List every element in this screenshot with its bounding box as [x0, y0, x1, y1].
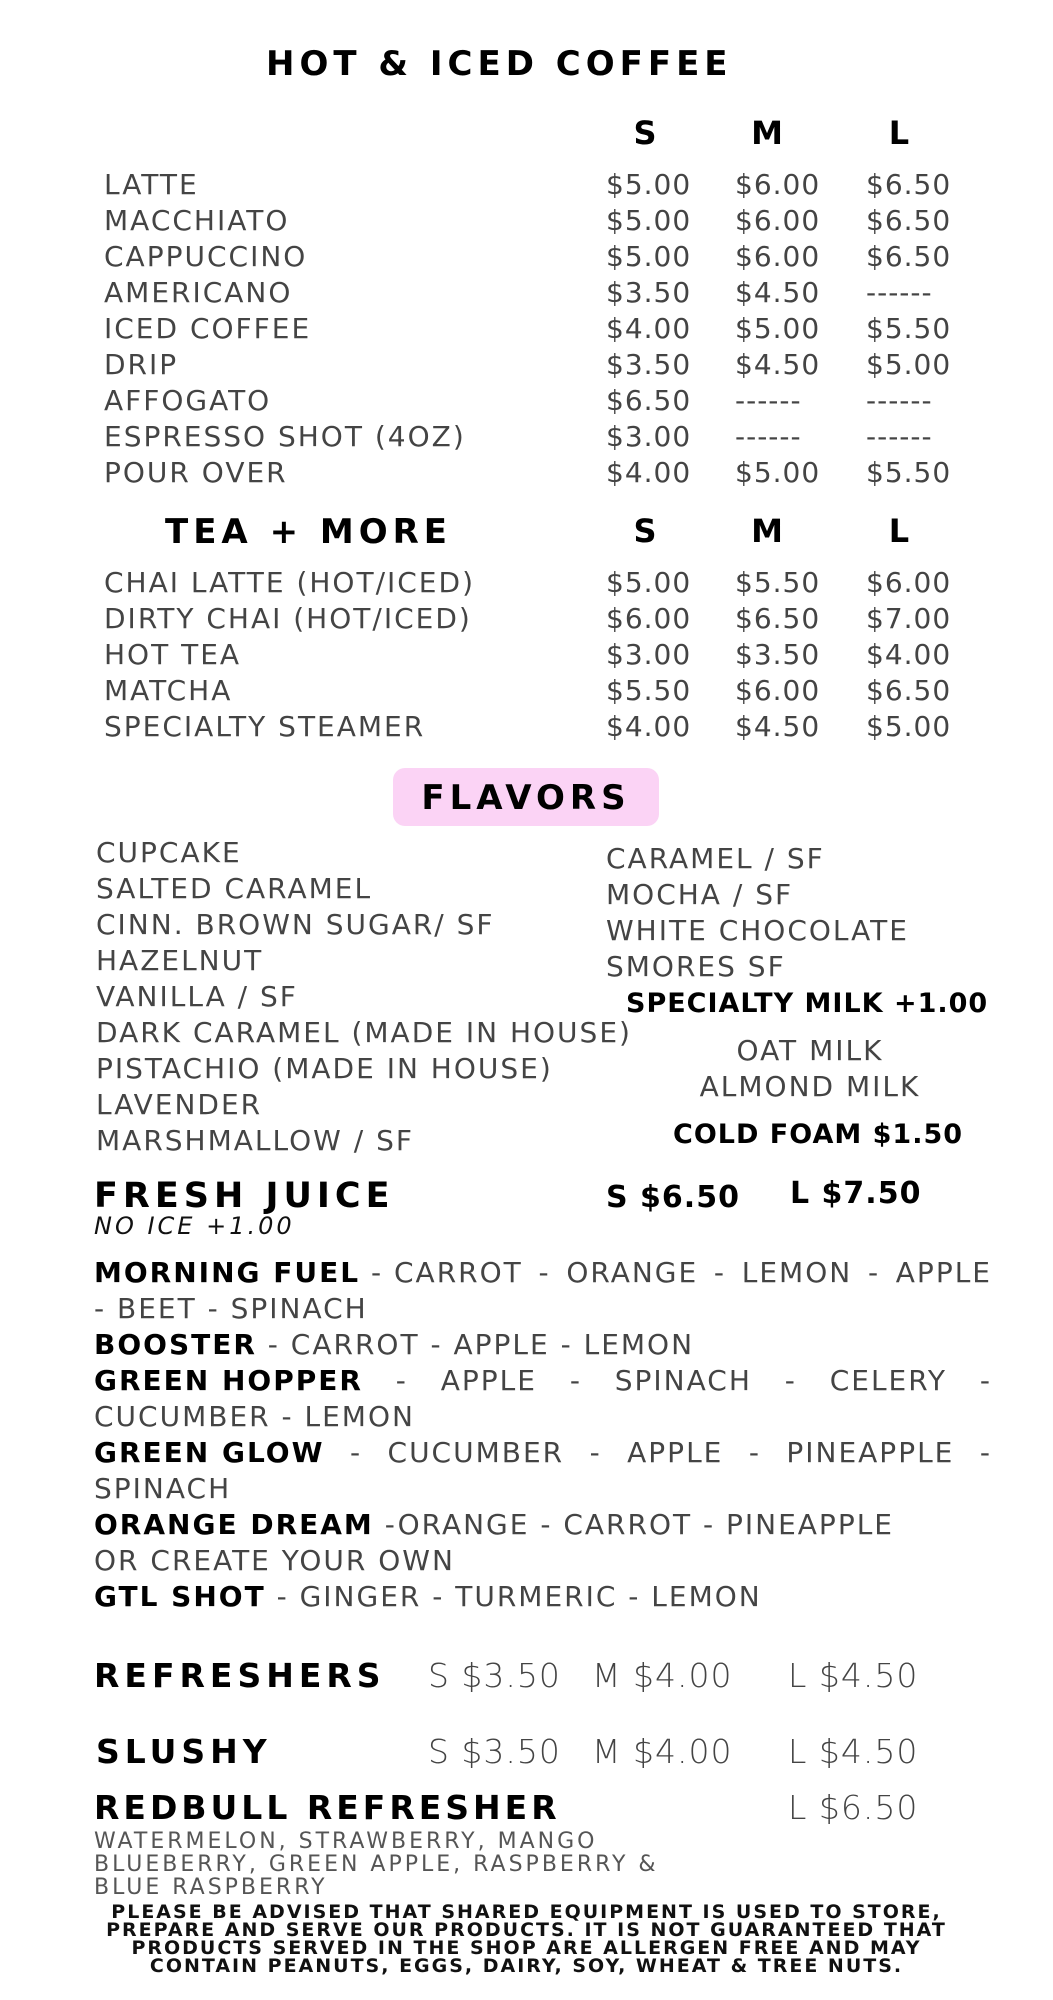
price-medium: $6.50: [735, 602, 821, 635]
price-medium: $4.50: [735, 276, 821, 309]
menu-row: [0, 204, 1053, 240]
price-large: $5.00: [866, 348, 952, 381]
notice-line: PREPARE AND SERVE OUR PRODUCTS. IT IS NOT GUARANTEED THAT: [106, 1919, 947, 1941]
refreshers-title: REFRESHERS: [94, 1656, 386, 1695]
flavor-item: CARAMEL / SF: [606, 842, 825, 875]
juice-ingredient: CUCUMBER: [387, 1436, 565, 1469]
menu-row: [0, 674, 1053, 710]
juice-green-glow-line2: SPINACH: [94, 1472, 232, 1505]
flavor-item: WHITE CHOCOLATE: [606, 914, 909, 947]
flavor-item: DARK CARAMEL (MADE IN HOUSE): [96, 1016, 632, 1049]
item-name: HOT TEA: [104, 638, 242, 671]
juice-name: MORNING FUEL: [94, 1256, 361, 1289]
tea-size-s: S: [633, 512, 657, 550]
cold-foam: COLD FOAM $1.50: [673, 1119, 964, 1150]
price-large: $4.00: [866, 638, 952, 671]
juice-ingredient: SPINACH: [614, 1364, 752, 1397]
menu-row: [0, 456, 1053, 492]
item-name: MATCHA: [104, 674, 233, 707]
refreshers-price-small: S $3.50: [428, 1656, 561, 1695]
price-small: $5.00: [606, 240, 692, 273]
menu-row: [0, 168, 1053, 204]
flavor-item: SALTED CARAMEL: [96, 872, 373, 905]
price-large: ------: [866, 420, 933, 453]
item-name: POUR OVER: [104, 456, 288, 489]
menu-row: [0, 348, 1053, 384]
juice-ingredient: PINEAPPLE: [786, 1436, 955, 1469]
price-small: $3.50: [606, 276, 692, 309]
menu-row: [0, 312, 1053, 348]
flavor-item: CINN. BROWN SUGAR/ SF: [96, 908, 495, 941]
redbull-flavors-line: BLUE RASPBERRY: [94, 1875, 328, 1900]
juice-ingredient: -: [867, 1256, 881, 1289]
flavors-title: FLAVORS: [421, 778, 631, 818]
coffee-size-l: L: [888, 114, 910, 152]
juice-name: GREEN HOPPER: [94, 1364, 363, 1397]
price-large: $6.50: [866, 674, 952, 707]
price-large: $6.50: [866, 240, 952, 273]
juice-ingredient: - CARROT: [370, 1256, 523, 1289]
item-name: AMERICANO: [104, 276, 293, 309]
notice-line: CONTAIN PEANUTS, EGGS, DAIRY, SOY, WHEAT & TREE NUTS.: [149, 1955, 904, 1977]
price-medium: $5.00: [735, 456, 821, 489]
juice-ingredient: -: [538, 1256, 551, 1289]
juice-ingredient: APPLE: [895, 1256, 992, 1289]
juice-ingredient: -: [589, 1436, 602, 1469]
price-large: $6.50: [866, 168, 952, 201]
juice-name: ORANGE DREAM: [94, 1508, 374, 1541]
item-name: MACCHIATO: [104, 204, 290, 237]
juice-price-small: S $6.50: [606, 1180, 740, 1215]
redbull-title: REDBULL REFRESHER: [94, 1788, 561, 1827]
refreshers-price-large: L $4.50: [788, 1656, 919, 1695]
item-name: LATTE: [104, 168, 199, 201]
juice-orange-dream: [94, 1508, 992, 1541]
menu-row: [0, 420, 1053, 456]
juice-price-large: L $7.50: [790, 1176, 922, 1211]
flavor-item: HAZELNUT: [96, 944, 264, 977]
item-name: CAPPUCCINO: [104, 240, 308, 273]
item-name: CHAI LATTE (HOT/ICED): [104, 566, 475, 599]
price-large: $5.00: [866, 710, 952, 743]
juice-name: GREEN GLOW: [94, 1436, 325, 1469]
notice-line: PRODUCTS SERVED IN THE SHOP ARE ALLERGEN FREE AND MAY: [131, 1937, 922, 1959]
redbull-flavors-line: WATERMELON, STRAWBERRY, MANGO: [94, 1829, 598, 1854]
price-small: $3.50: [606, 348, 692, 381]
tea-size-l: L: [888, 512, 910, 550]
price-medium: $6.00: [735, 674, 821, 707]
price-small: $4.00: [606, 710, 692, 743]
price-small: $5.00: [606, 204, 692, 237]
juice-ingredients: -ORANGE - CARROT - PINEAPPLE: [373, 1508, 894, 1541]
juice-green-glow-line1: [94, 1436, 992, 1469]
juice-ingredient: -: [349, 1436, 363, 1469]
price-small: $5.50: [606, 674, 692, 707]
price-large: ------: [866, 384, 933, 417]
juice-note: NO ICE +1.00: [94, 1212, 295, 1240]
juice-booster: [94, 1328, 992, 1361]
item-name: SPECIALTY STEAMER: [104, 710, 426, 743]
juice-ingredient: -: [748, 1436, 761, 1469]
juice-gtl-shot: [94, 1580, 992, 1613]
juice-ingredients: - CARROT - APPLE - LEMON: [256, 1328, 695, 1361]
price-medium: $5.50: [735, 566, 821, 599]
menu-row: [0, 384, 1053, 420]
price-small: $4.00: [606, 456, 692, 489]
notice-line: PLEASE BE ADVISED THAT SHARED EQUIPMENT IS USED TO STORE,: [111, 1901, 942, 1923]
juice-morning-fuel-line2: - BEET - SPINACH: [94, 1292, 368, 1325]
coffee-size-s: S: [633, 114, 657, 152]
menu-row: [0, 276, 1053, 312]
juice-name: GTL SHOT: [94, 1580, 266, 1613]
allergen-notice: [80, 1903, 973, 1975]
juice-ingredient: -: [784, 1364, 797, 1397]
price-small: $6.50: [606, 384, 692, 417]
price-medium: $6.00: [735, 168, 821, 201]
tea-title: TEA + MORE: [165, 512, 453, 552]
price-small: $6.00: [606, 602, 692, 635]
juice-name: BOOSTER: [94, 1328, 257, 1361]
juice-ingredient: -: [395, 1364, 408, 1397]
slushy-price-medium: M $4.00: [592, 1732, 733, 1771]
milk-option: OAT MILK: [736, 1034, 884, 1067]
flavor-item: CUPCAKE: [96, 836, 242, 869]
refreshers-price-medium: M $4.00: [592, 1656, 733, 1695]
price-large: $7.00: [866, 602, 952, 635]
item-name: DIRTY CHAI (HOT/ICED): [104, 602, 472, 635]
price-small: $5.00: [606, 566, 692, 599]
flavor-item: VANILLA / SF: [96, 980, 298, 1013]
price-large: $6.00: [866, 566, 952, 599]
flavor-item: SMORES SF: [606, 950, 786, 983]
price-large: $5.50: [866, 456, 952, 489]
price-medium: ------: [735, 420, 802, 453]
juice-ingredient: -: [569, 1364, 582, 1397]
juice-green-hopper-line1: [94, 1364, 992, 1397]
price-medium: $5.00: [735, 312, 821, 345]
juice-ingredient: LEMON: [741, 1256, 853, 1289]
price-small: $5.00: [606, 168, 692, 201]
juice-ingredient: -: [713, 1256, 727, 1289]
coffee-size-m: M: [751, 114, 783, 152]
flavor-item: MARSHMALLOW / SF: [96, 1124, 414, 1157]
price-medium: $6.00: [735, 204, 821, 237]
juice-title: FRESH JUICE: [94, 1176, 395, 1216]
price-medium: $4.50: [735, 710, 821, 743]
item-name: ESPRESSO SHOT (4OZ): [104, 420, 466, 453]
juice-ingredient: APPLE: [627, 1436, 724, 1469]
menu-row: [0, 638, 1053, 674]
redbull-price-large: L $6.50: [788, 1788, 919, 1827]
price-small: $3.00: [606, 420, 692, 453]
price-small: $4.00: [606, 312, 692, 345]
price-large: $6.50: [866, 204, 952, 237]
price-large: $5.50: [866, 312, 952, 345]
price-medium: ------: [735, 384, 802, 417]
juice-ingredient: APPLE: [440, 1364, 537, 1397]
menu-row: [0, 710, 1053, 746]
flavor-item: LAVENDER: [96, 1088, 263, 1121]
redbull-flavors-line: BLUEBERRY, GREEN APPLE, RASPBERRY &: [94, 1852, 659, 1877]
juice-morning-fuel-line1: [94, 1256, 992, 1289]
item-name: ICED COFFEE: [104, 312, 312, 345]
slushy-price-large: L $4.50: [788, 1732, 919, 1771]
coffee-title: HOT & ICED COFFEE: [266, 44, 733, 84]
juice-ingredient: -: [979, 1436, 992, 1469]
juice-ingredient: -: [979, 1364, 992, 1397]
price-medium: $4.50: [735, 348, 821, 381]
price-medium: $6.00: [735, 240, 821, 273]
juice-ingredients: - GINGER - TURMERIC - LEMON: [265, 1580, 762, 1613]
flavor-item: MOCHA / SF: [606, 878, 794, 911]
slushy-title: SLUSHY: [96, 1732, 272, 1771]
milk-option: ALMOND MILK: [699, 1070, 921, 1103]
juice-create-own: OR CREATE YOUR OWN: [94, 1544, 455, 1577]
menu-row: [0, 566, 1053, 602]
menu-row: [0, 240, 1053, 276]
juice-ingredient: CELERY: [829, 1364, 948, 1397]
juice-green-hopper-line2: CUCUMBER - LEMON: [94, 1400, 415, 1433]
price-medium: $3.50: [735, 638, 821, 671]
price-small: $3.00: [606, 638, 692, 671]
item-name: DRIP: [104, 348, 179, 381]
tea-size-m: M: [751, 512, 783, 550]
item-name: AFFOGATO: [104, 384, 272, 417]
menu-row: [0, 602, 1053, 638]
specialty-milk-title: SPECIALTY MILK +1.00: [626, 988, 989, 1019]
slushy-price-small: S $3.50: [428, 1732, 561, 1771]
juice-ingredient: ORANGE: [566, 1256, 699, 1289]
flavor-item: PISTACHIO (MADE IN HOUSE): [96, 1052, 553, 1085]
price-large: ------: [866, 276, 933, 309]
